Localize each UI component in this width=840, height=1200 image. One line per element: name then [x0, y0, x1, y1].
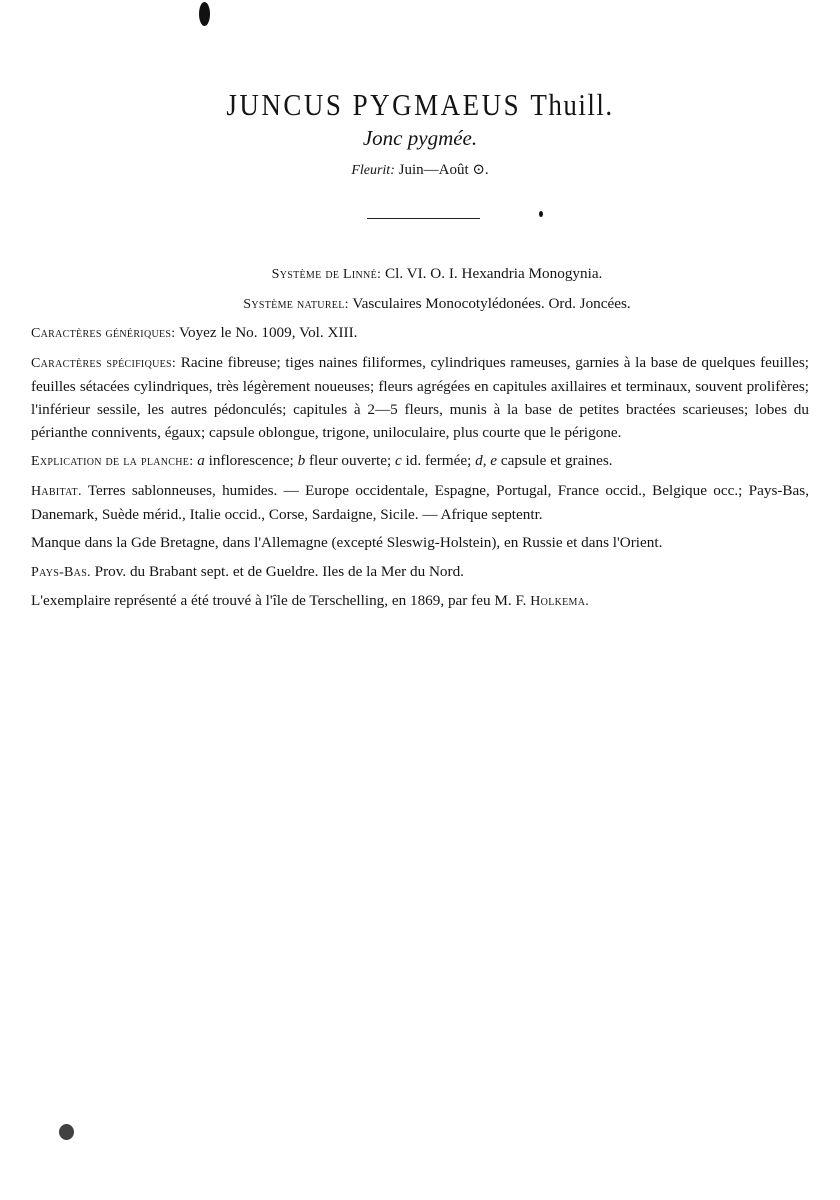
manque-paragraph: Manque dans la Gde Bretagne, dans l'Allemagne (excepté Sleswig-Holstein), en Russie et dans l'Orient.: [31, 534, 663, 551]
species-name: JUNCUS PYGMAEUS: [226, 88, 522, 122]
generiques-label: Caractères génériques:: [31, 326, 176, 341]
explication-a-text: inflorescence;: [208, 452, 294, 469]
exemplaire-paragraph: [31, 589, 809, 613]
ink-speck-top: [199, 2, 210, 26]
flowering-label: Fleurit:: [351, 163, 395, 178]
explication-label: Explication de la planche:: [31, 454, 194, 469]
explication-c-text: id. fermée;: [405, 452, 472, 469]
explication-b-text: fleur ouverte;: [308, 452, 392, 469]
title-divider: [367, 218, 480, 219]
linne-paragraph: [31, 262, 809, 286]
explication-de-text: capsule et graines.: [500, 452, 613, 469]
naturel-paragraph: [31, 292, 809, 316]
explication-b-letter: b: [297, 452, 306, 469]
naturel-value: Vasculaires Monocotylédonées. Ord. Joncées.: [352, 294, 631, 312]
page-title: [0, 88, 840, 123]
explication-c-letter: c: [394, 452, 402, 469]
explication-paragraph: [31, 449, 809, 473]
description-body: [31, 262, 809, 619]
explication-a-letter: a: [197, 452, 205, 469]
ink-speck-bottom: [59, 1124, 74, 1140]
exemplaire-text: L'exemplaire représenté a été trouvé à l'île de Terschelling, en 1869, par feu M. F.: [31, 592, 527, 609]
habitat-label: Habitat.: [31, 483, 82, 499]
flowering-value: Juin—Août ⊙.: [398, 162, 489, 178]
habitat-paragraph: [31, 479, 809, 526]
common-name: Jonc pygmée.: [362, 126, 478, 150]
linne-label: Système de Linné:: [271, 267, 382, 282]
habitat-value: Terres sablonneuses, humides. — Europe occidentale, Espagne, Portugal, France occid., Belgique occ.; Pays-Bas, Danemark, Suède mérid., Italie occid., Corse, Sardaigne, Sicile. — Afrique septentr.: [31, 481, 809, 523]
ink-speck-rule: [539, 211, 543, 217]
specifiques-value: Racine fibreuse; tiges naines filiformes, cylindriques rameuses, garnies à la base de quelques feuilles; feuilles sétacées cylindriques, très légèrement noueuses; fleurs agrégées en capitules axillaires et terminaux, souvent prolifères; l'inférieur sessile, les autres pédonculés; capitules à 2—5 fleurs, munis à la base de petites bractées scarieuses; lobes du périanthe connivents, égaux; capsule oblongue, trigone, uniloculaire, plus courte que le périgone.: [31, 353, 810, 441]
paysbas-label: Pays-Bas.: [31, 564, 91, 580]
species-author: Thuill.: [530, 88, 614, 122]
specifiques-label: Caractères spécifiques:: [31, 355, 177, 371]
generiques-paragraph: [31, 321, 809, 345]
paysbas-value: Prov. du Brabant sept. et de Gueldre. Iles de la Mer du Nord.: [94, 562, 464, 580]
flowering-line: [0, 160, 840, 179]
naturel-label: Système naturel:: [243, 296, 349, 312]
linne-value: Cl. VI. O. I. Hexandria Monogynia.: [384, 265, 603, 282]
paysbas-paragraph: [31, 560, 809, 584]
exemplaire-collector: Holkema.: [530, 594, 590, 609]
generiques-value: Voyez le No. 1009, Vol. XIII.: [178, 324, 358, 341]
specifiques-paragraph: [31, 351, 809, 444]
explication-de-letters: d, e: [475, 452, 498, 469]
